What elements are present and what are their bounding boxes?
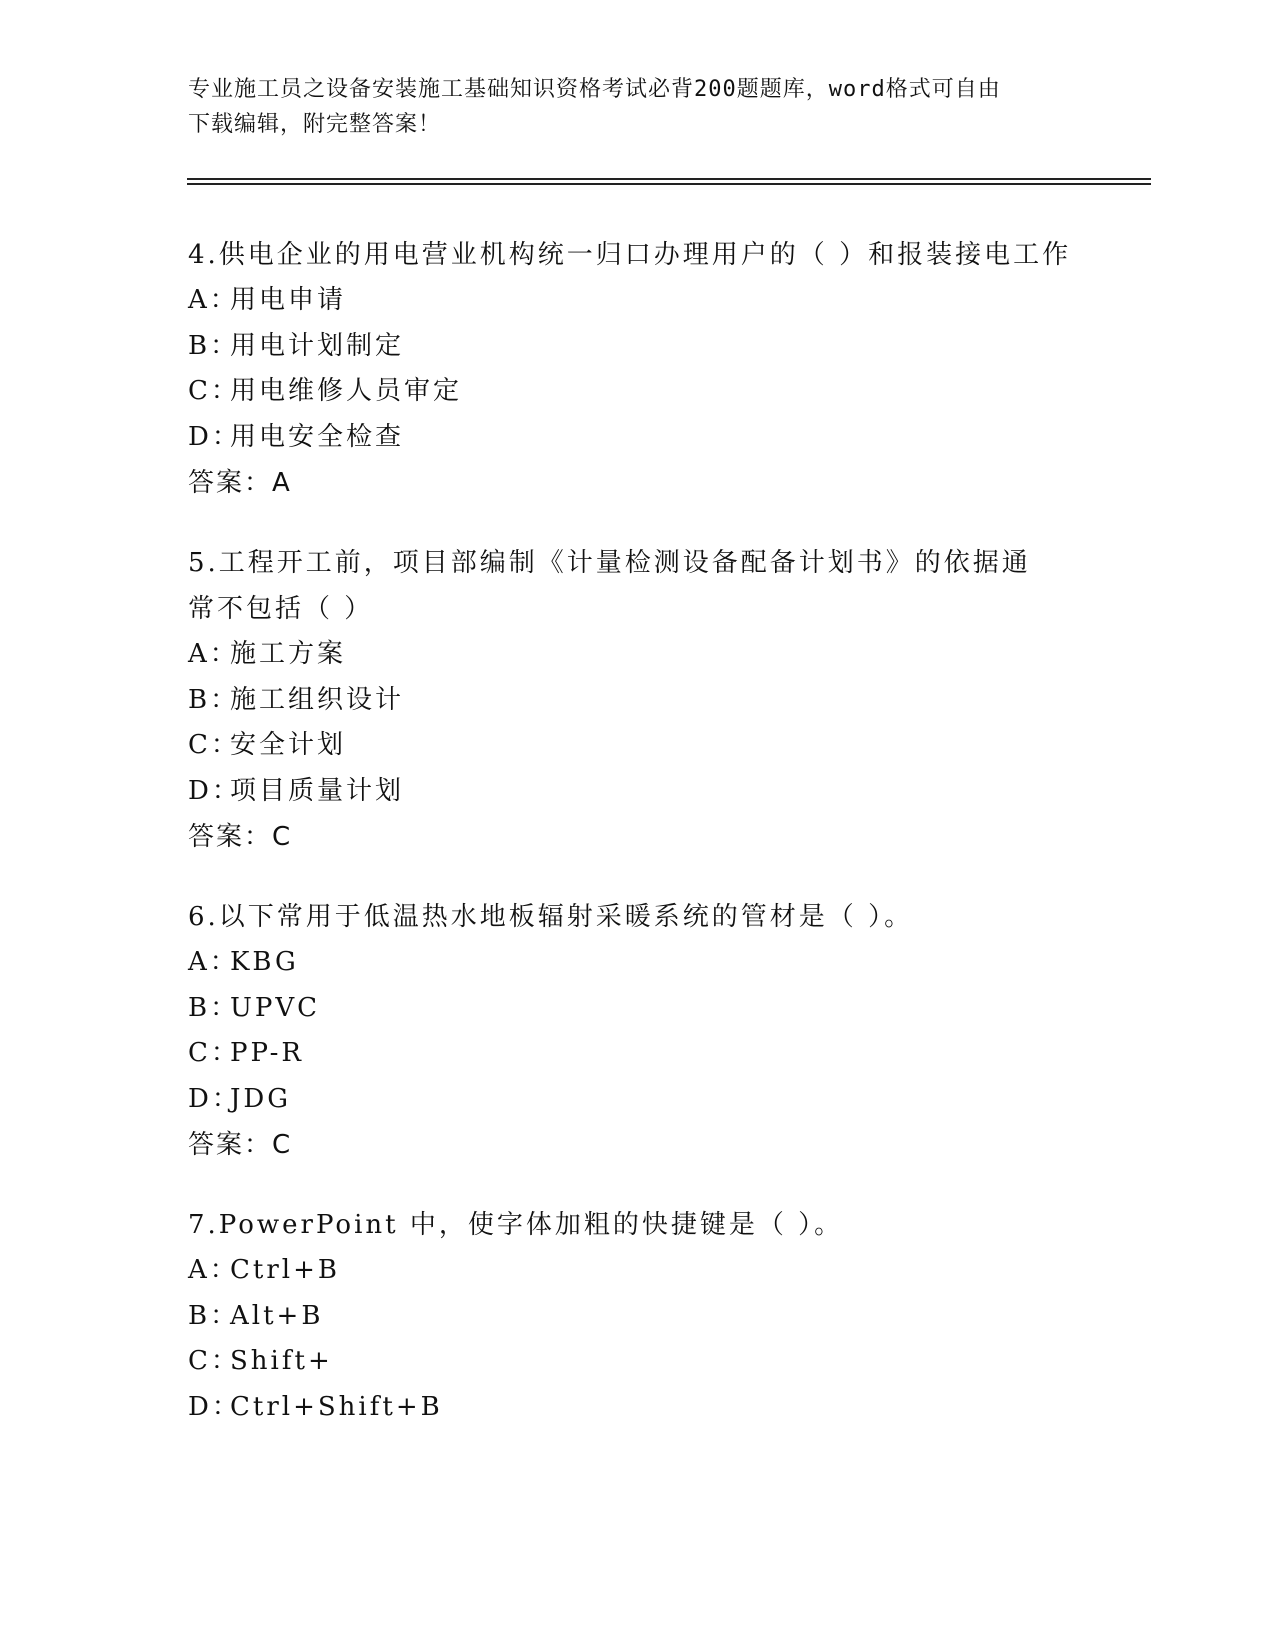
document-header: [188, 72, 1088, 142]
option-c: [188, 1031, 1088, 1077]
option-text: Ctrl+B: [230, 1255, 340, 1285]
question-6: [188, 894, 1088, 1168]
option-b: [188, 1294, 1088, 1340]
option-letter: A：: [188, 639, 239, 669]
option-d: [188, 1077, 1088, 1123]
option-letter: A：: [188, 947, 239, 977]
option-d: [188, 1385, 1088, 1431]
option-c: [188, 723, 1088, 769]
option-text: Alt+B: [230, 1300, 324, 1331]
answer-line: 答案：C: [188, 822, 293, 852]
question-stem: 6.以下常用于低温热水地板辐射采暖系统的管材是（ ）。: [188, 902, 914, 932]
header-divider-bottom: [187, 183, 1151, 185]
option-d: [188, 769, 1088, 815]
option-a: [188, 278, 1088, 324]
option-text: Shift+: [230, 1346, 333, 1376]
question-7: [188, 1202, 1088, 1430]
option-letter: B：: [188, 992, 240, 1023]
option-text: 用电维修人员审定: [230, 376, 463, 406]
option-letter: C：: [188, 1346, 240, 1376]
option-letter: B：: [188, 684, 240, 715]
option-b: [188, 986, 1088, 1032]
option-b: [188, 678, 1088, 724]
answer-line: 答案：C: [188, 1130, 293, 1160]
option-b: [188, 324, 1088, 370]
option-letter: C：: [188, 376, 240, 406]
answer-line: 答案：A: [188, 468, 292, 498]
option-text: UPVC: [230, 992, 321, 1023]
option-d: [188, 415, 1088, 461]
option-text: 安全计划: [230, 730, 347, 760]
option-c: [188, 1339, 1088, 1385]
option-letter: B：: [188, 1300, 240, 1331]
option-text: 用电安全检查: [230, 421, 405, 452]
option-text: 项目质量计划: [230, 775, 405, 806]
option-a: [188, 940, 1088, 986]
option-letter: B：: [188, 330, 240, 361]
option-text: 用电计划制定: [230, 330, 405, 361]
question-stem: 5.工程开工前，项目部编制《计量检测设备配备计划书》的依据通常不包括（ ）: [188, 548, 1031, 624]
option-text: 用电申请: [230, 285, 347, 315]
header-divider-top: [187, 178, 1151, 180]
option-text: 施工组织设计: [230, 684, 405, 715]
option-letter: A：: [188, 1255, 239, 1285]
question-stem: 7.PowerPoint 中，使字体加粗的快捷键是（ ）。: [188, 1210, 844, 1240]
option-letter: C：: [188, 730, 240, 760]
option-letter: D：: [188, 1083, 241, 1114]
option-text: 施工方案: [230, 639, 347, 669]
option-letter: D：: [188, 1391, 241, 1422]
header-line-2: 下载编辑，附完整答案！: [188, 112, 442, 137]
option-letter: A：: [188, 285, 239, 315]
question-list: [188, 232, 1088, 1464]
question-stem: 4.供电企业的用电营业机构统一归口办理用户的（ ）和报装接电工作: [188, 240, 1072, 270]
option-text: Ctrl+Shift+B: [230, 1391, 443, 1422]
header-line-1: 专业施工员之设备安装施工基础知识资格考试必背200题题库，word格式可自由: [188, 77, 1001, 102]
option-letter: C：: [188, 1038, 240, 1068]
option-text: JDG: [230, 1083, 292, 1114]
option-a: [188, 632, 1088, 678]
option-a: [188, 1248, 1088, 1294]
option-c: [188, 369, 1088, 415]
option-text: PP-R: [230, 1038, 304, 1068]
question-5: [188, 540, 1088, 860]
question-4: [188, 232, 1088, 506]
option-text: KBG: [230, 947, 299, 977]
option-letter: D：: [188, 421, 241, 452]
option-letter: D：: [188, 775, 241, 806]
